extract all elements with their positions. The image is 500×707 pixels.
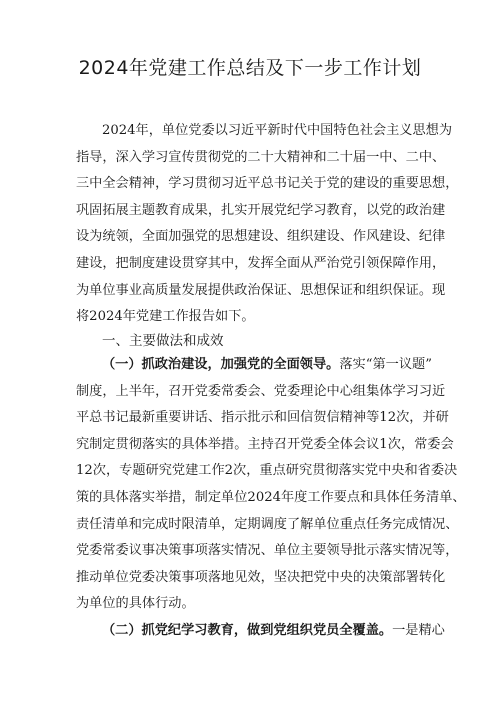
intro-paragraph (76, 118, 459, 331)
subsection-1-paragraph (76, 352, 466, 618)
document-title: 2024年党建工作总结及下一步工作计划 (78, 57, 422, 79)
paragraph-line: 12次，专题研究党建工作2次，重点研究贯彻落实党中央和省委决 (76, 463, 458, 479)
paragraph-line: 为单位的具体行动。 (76, 596, 195, 612)
paragraph-line: 指导，深入学习宣传贯彻党的二十大精神和二十届一中、二中、 (76, 149, 446, 165)
subsection-2-first-line-text: 一是精心 (392, 623, 445, 638)
paragraph-line: 设为统领，全面加强党的思想建设、组织建设、作风建设、纪律 (76, 229, 446, 245)
subsection-2-first-line (76, 618, 445, 645)
paragraph-line: 推动单位党委决策事项落地见效，坚决把党中央的决策部署转化 (76, 569, 446, 585)
paragraph-line: 建设，把制度建设贯穿其中，发挥全面从严治党引领保障作用， (76, 255, 446, 271)
subsection-2-heading: （二）抓党纪学习教育，做到党组织党员全覆盖。 (102, 623, 393, 638)
paragraph-line: 究制定贯彻落实的具体举措。主持召开党委全体会议1次，常委会 (76, 436, 454, 452)
paragraph-line: 制度，上半年，召开党委常委会、党委理论中心组集体学习习近 (76, 383, 446, 399)
paragraph-line: 为单位事业高质量发展提供政治保证、思想保证和组织保证。现 (76, 282, 446, 298)
paragraph-line: 巩固拓展主题教育成果，扎实开展党纪学习教育，以党的政治建 (76, 202, 446, 218)
paragraph-line: 2024年，单位党委以习近平新时代中国特色社会主义思想为 (102, 123, 453, 138)
paragraph-line: 三中全会精神，学习贯彻习近平总书记关于党的建设的重要思想， (76, 176, 459, 192)
subsection-1-first-line-text: 落实“第一议题” (339, 357, 432, 372)
paragraph-line: 责任清单和完成时限清单，定期调度了解单位重点任务完成情况、 (76, 516, 459, 532)
paragraph-line: 策的具体落实举措，制定单位2024年度工作要点和具体任务清单、 (76, 489, 466, 505)
subsection-1-first-line (76, 352, 432, 379)
subsection-2-paragraph (76, 618, 445, 645)
subsection-1-heading: （一）抓政治建设，加强党的全面领导。 (102, 357, 340, 372)
paragraph-line: 将2024年党建工作报告如下。 (76, 309, 255, 325)
paragraph-line: 平总书记最新重要讲话、指示批示和回信贺信精神等12次，并研 (76, 410, 449, 426)
paragraph-line: 党委常委议事决策事项落实情况、单位主要领导批示落实情况等， (76, 543, 459, 559)
section-heading: 一、主要做法和成效 (102, 333, 224, 349)
